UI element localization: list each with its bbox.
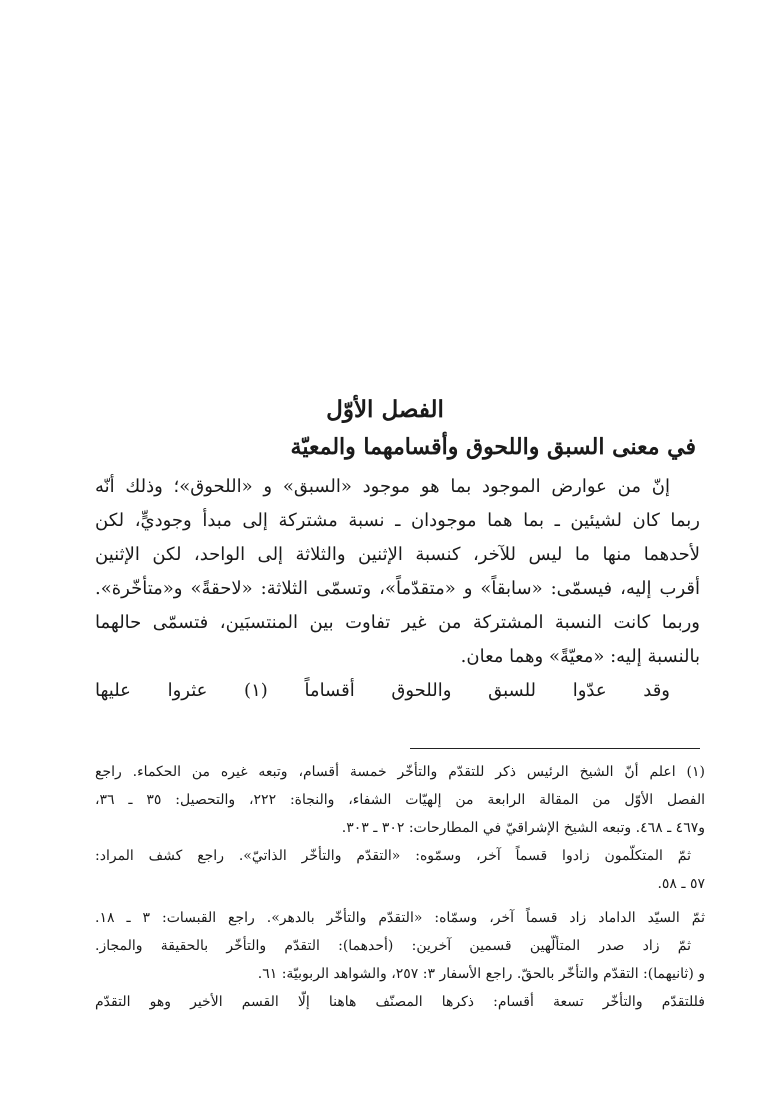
footnote-separator [410,748,700,749]
body-paragraph [95,470,700,708]
body-line: لأحدهما منها ما ليس للآخر، كنسبة الإثنين والثلاثة إلى الواحد، لكن الإثنين [95,544,700,565]
body-line: وقد عدّوا للسبق واللحوق أقساماً (١) عثروا عليها [95,680,670,701]
body-line: بالنسبة إليه: «معيّةً» وهما معان. [460,646,700,667]
footnote-line: ثمّ زاد صدر المتألّهين قسمين آخرين: (أحدهما): التقدّم والتأخّر بالحقيقة والمجاز. [95,938,691,954]
heading-block [70,393,700,467]
footnote-line: ٥٧ ـ ٥٨. [657,876,705,892]
body-line: وربما كانت النسبة المشتركة من غير تفاوت بين المنتسبَين، فتسمّى حالهما [95,612,700,633]
footnote-line: ثمّ السيّد الداماد زاد قسماً آخر، وسمّاه: «التقدّم والتأخّر بالدهر». راجع القبسات: ٣ ـ ١٨. [95,910,705,926]
footnote-line: ثمّ المتكلّمون زادوا قسماً آخر، وسمّوه: «التقدّم والتأخّر الذاتيّ». راجع كشف المراد: [95,848,691,864]
body-line: إنّ من عوارض الموجود بما هو موجود «السبق» و «اللحوق»؛ وذلك أنّه [95,476,670,497]
chapter-title: الفصل الأوّل [326,396,444,423]
section-title: في معنى السبق واللحوق وأقسامهما والمعيّة [290,434,696,460]
footnote-line: الفصل الأوّل من المقالة الرابعة من إلهيّات الشفاء، والنجاة: ٢٢٢، والتحصيل: ٣٥ ـ ٣٦، [95,792,705,808]
body-line: أقرب إليه، فيسمّى: «سابقاً» و «متقدّماً»، وتسمّى الثلاثة: «لاحقةً» و«متأخّرة». [95,578,700,599]
footnotes [95,758,705,1016]
footnote-line: و (ثانيهما): التقدّم والتأخّر بالحقّ. راجع الأسفار ٣: ٢٥٧، والشواهد الربوبيّة: ٦١. [257,966,705,982]
footnote-line: (١) اعلم أنّ الشيخ الرئيس ذكر للتقدّم والتأخّر خمسة أقسام، وتبعه غيره من الحكماء. راجع [95,764,705,780]
footnote-line: و٤٦٧ ـ ٤٦٨. وتبعه الشيخ الإشراقيّ في المطارحات: ٣٠٢ ـ ٣٠٣. [341,820,705,836]
footnote-line: فللتقدّم والتأخّر تسعة أقسام: ذكرها المصنّف هاهنا إلّا القسم الأخير وهو التقدّم [95,994,705,1010]
body-line: ربما كان لشيئين ـ بما هما موجودان ـ نسبة مشتركة إلى مبدأ وجوديٍّ، لكن [95,510,700,531]
